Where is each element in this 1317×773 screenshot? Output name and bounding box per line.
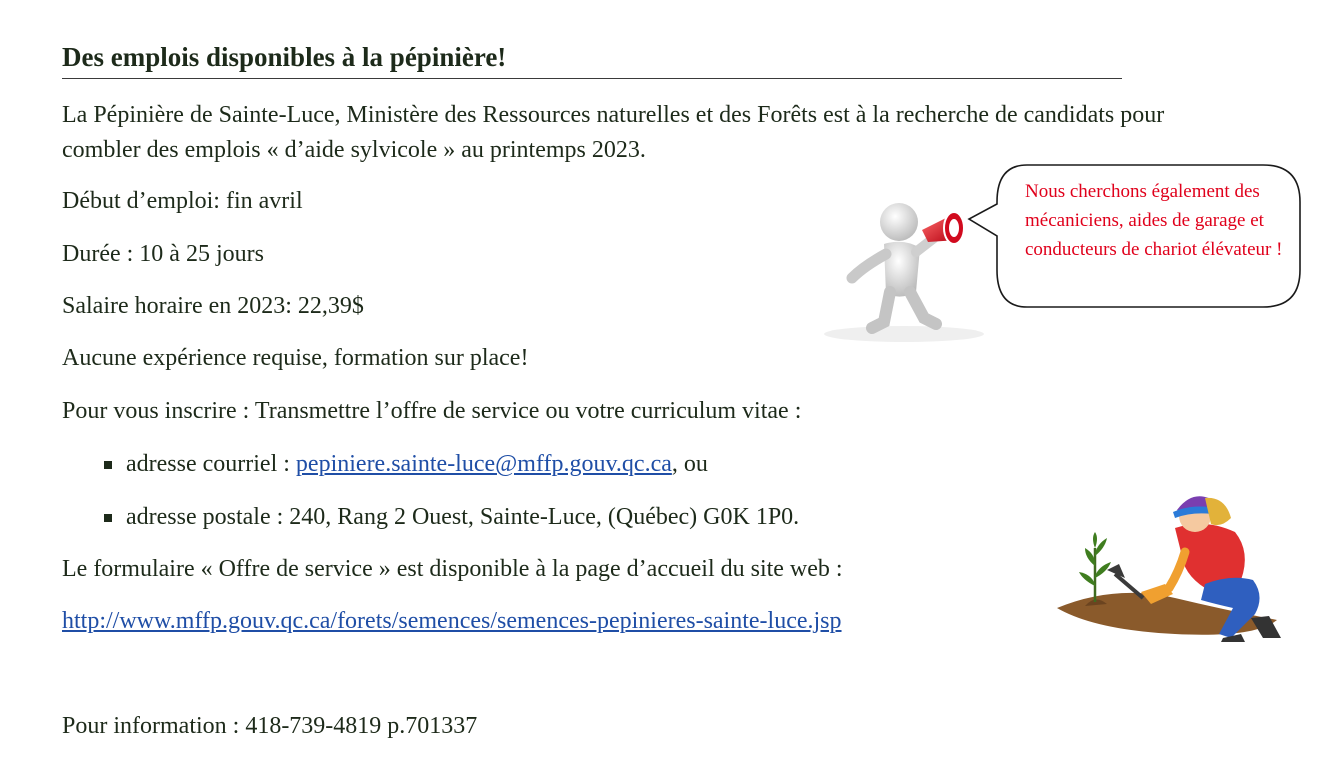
experience-text: Aucune expérience requise, formation sur place!: [62, 345, 529, 371]
bubble-text: Nous cherchons également des mécaniciens, aides de garage et conducteurs de chariot élévateur !: [1025, 181, 1283, 260]
duration-text: Durée : 10 à 25 jours: [62, 241, 264, 267]
website-link[interactable]: http://www.mffp.gouv.qc.ca/forets/semences/semences-pepinieres-sainte-luce.jsp: [62, 608, 842, 634]
apply-text: Pour vous inscrire : Transmettre l’offre de service ou votre curriculum vitae :: [62, 398, 802, 424]
list-item-postal: [104, 500, 799, 535]
email-label: adresse courriel :: [126, 451, 296, 477]
list-item-email: [104, 447, 708, 482]
bullet-square-icon: [104, 514, 112, 522]
form-info-text: Le formulaire « Offre de service » est disponible à la page d’accueil du site web :: [62, 556, 843, 582]
gardener-planting-icon: [1055, 488, 1285, 643]
start-date-text: Début d’emploi: fin avril: [62, 188, 303, 214]
postal-address-text: adresse postale : 240, Rang 2 Ouest, Sainte-Luce, (Québec) G0K 1P0.: [126, 504, 800, 530]
contact-info-text: Pour information : 418-739-4819 p.701337: [62, 713, 478, 739]
speech-bubble: [997, 164, 1301, 308]
salary-text: Salaire horaire en 2023: 22,39$: [62, 293, 364, 319]
email-suffix: , ou: [671, 451, 708, 477]
page-title: Des emplois disponibles à la pépinière!: [62, 40, 1122, 79]
email-link[interactable]: pepiniere.sainte-luce@mffp.gouv.qc.ca: [295, 451, 672, 477]
bullet-square-icon: [104, 461, 112, 469]
intro-paragraph: La Pépinière de Sainte-Luce, Ministère des Ressources naturelles et des Forêts est à la recherche de candidats pour combler des emplois « d’aide sylvicole » au printemps 2023.: [62, 102, 1165, 163]
